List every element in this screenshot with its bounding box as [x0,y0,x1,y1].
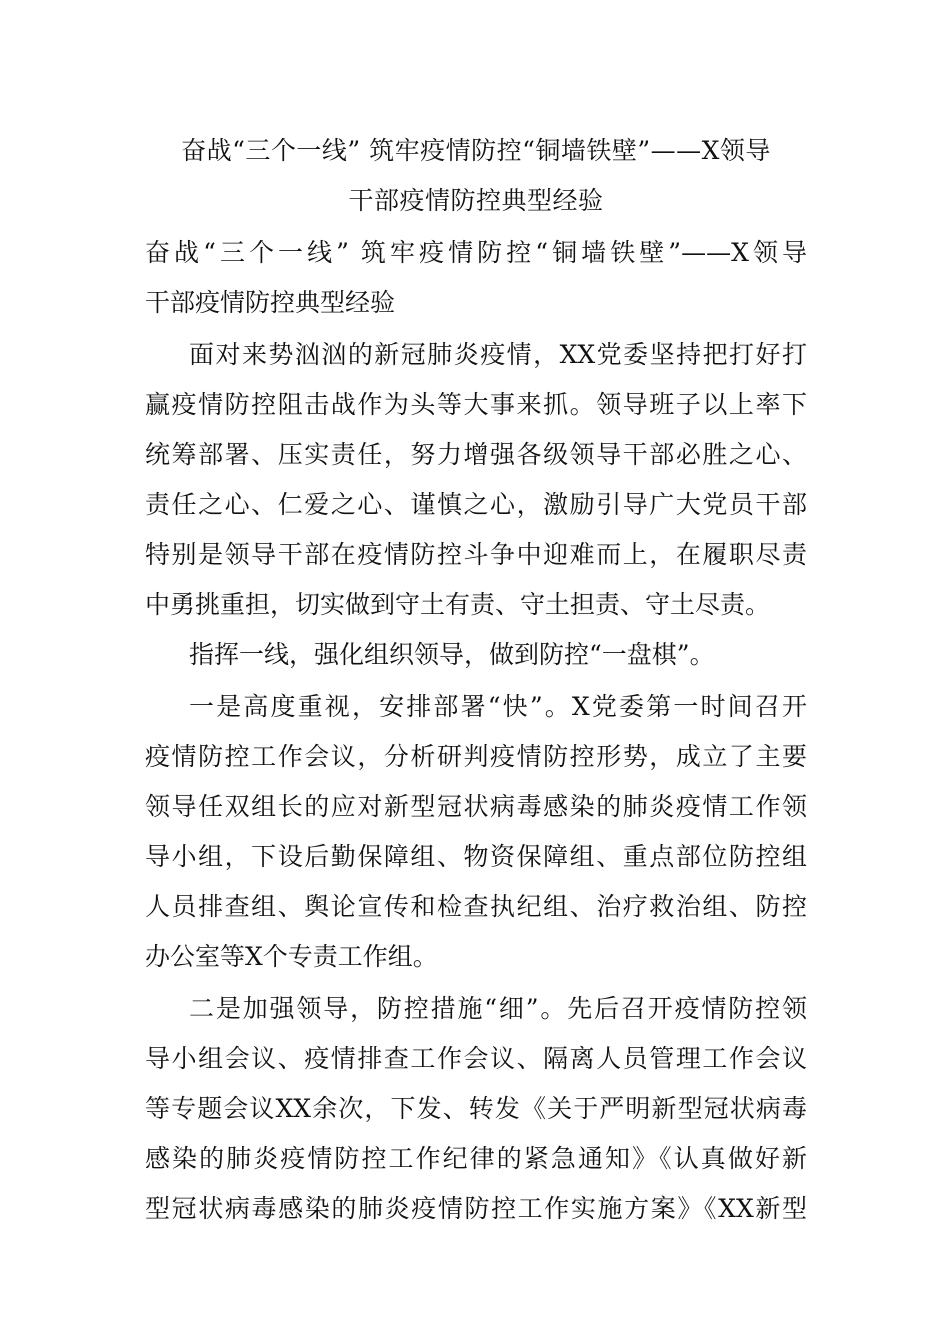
subtitle-line-1: 奋战“三个一线” 筑牢疫情防控“铜墙铁壁”——X领导 [145,238,807,267]
paragraph-line: 面对来势汹汹的新冠肺炎疫情，XX党委坚持把打好打 [189,340,807,369]
subtitle-line-2: 干部疫情防控典型经验 [145,288,396,317]
paragraph-line: 领导任双组长的应对新型冠状病毒感染的肺炎疫情工作领 [145,792,807,821]
paragraph-line: 责任之心、仁爱之心、谨慎之心，激励引导广大党员干部 [145,490,807,519]
paragraph-section-heading [145,630,807,680]
paragraph-line: 二是加强领导，防控措施“细”。先后召开疫情防控领 [189,994,807,1023]
paragraph-point-one [145,682,807,982]
paragraph-line: 疫情防控工作会议，分析研判疫情防控形势，成立了主要 [145,742,807,771]
paragraph-line: 赢疫情防控阻击战作为头等大事来抓。领导班子以上率下 [145,390,807,419]
paragraph-line: 等专题会议XX余次，下发、转发《关于严明新型冠状病毒 [145,1094,807,1123]
paragraph-line: 感染的肺炎疫情防控工作纪律的紧急通知》《认真做好新 [145,1144,807,1173]
paragraph-line: 统筹部署、压实责任，努力增强各级领导干部必胜之心、 [145,440,807,469]
title-line-1: 奋战“三个一线” 筑牢疫情防控“铜墙铁壁”——X领导 [181,136,771,165]
section-heading-line: 指挥一线，强化组织领导，做到防控“一盘棋”。 [189,640,715,669]
paragraph-line: 导小组会议、疫情排查工作会议、隔离人员管理工作会议 [145,1044,807,1073]
paragraph-intro [145,330,807,630]
paragraph-line: 特别是领导干部在疫情防控斗争中迎难而上，在履职尽责 [145,540,807,569]
paragraph-point-two [145,984,807,1234]
paragraph-line: 导小组，下设后勤保障组、物资保障组、重点部位防控组 [145,842,807,871]
paragraph-line: 一是高度重视，安排部署“快”。X党委第一时间召开 [189,692,807,721]
subtitle-block [145,228,807,328]
paragraph-line: 中勇挑重担，切实做到守土有责、守土担责、守土尽责。 [145,590,771,619]
paragraph-line: 人员排查组、舆论宣传和检查执纪组、治疗救治组、防控 [145,892,807,921]
paragraph-line: 型冠状病毒感染的肺炎疫情防控工作实施方案》《XX新型 [145,1194,807,1223]
document-page [145,126,807,1234]
document-title [145,126,807,226]
title-line-2: 干部疫情防控典型经验 [348,186,604,215]
paragraph-line: 办公室等X个专责工作组。 [145,942,438,971]
